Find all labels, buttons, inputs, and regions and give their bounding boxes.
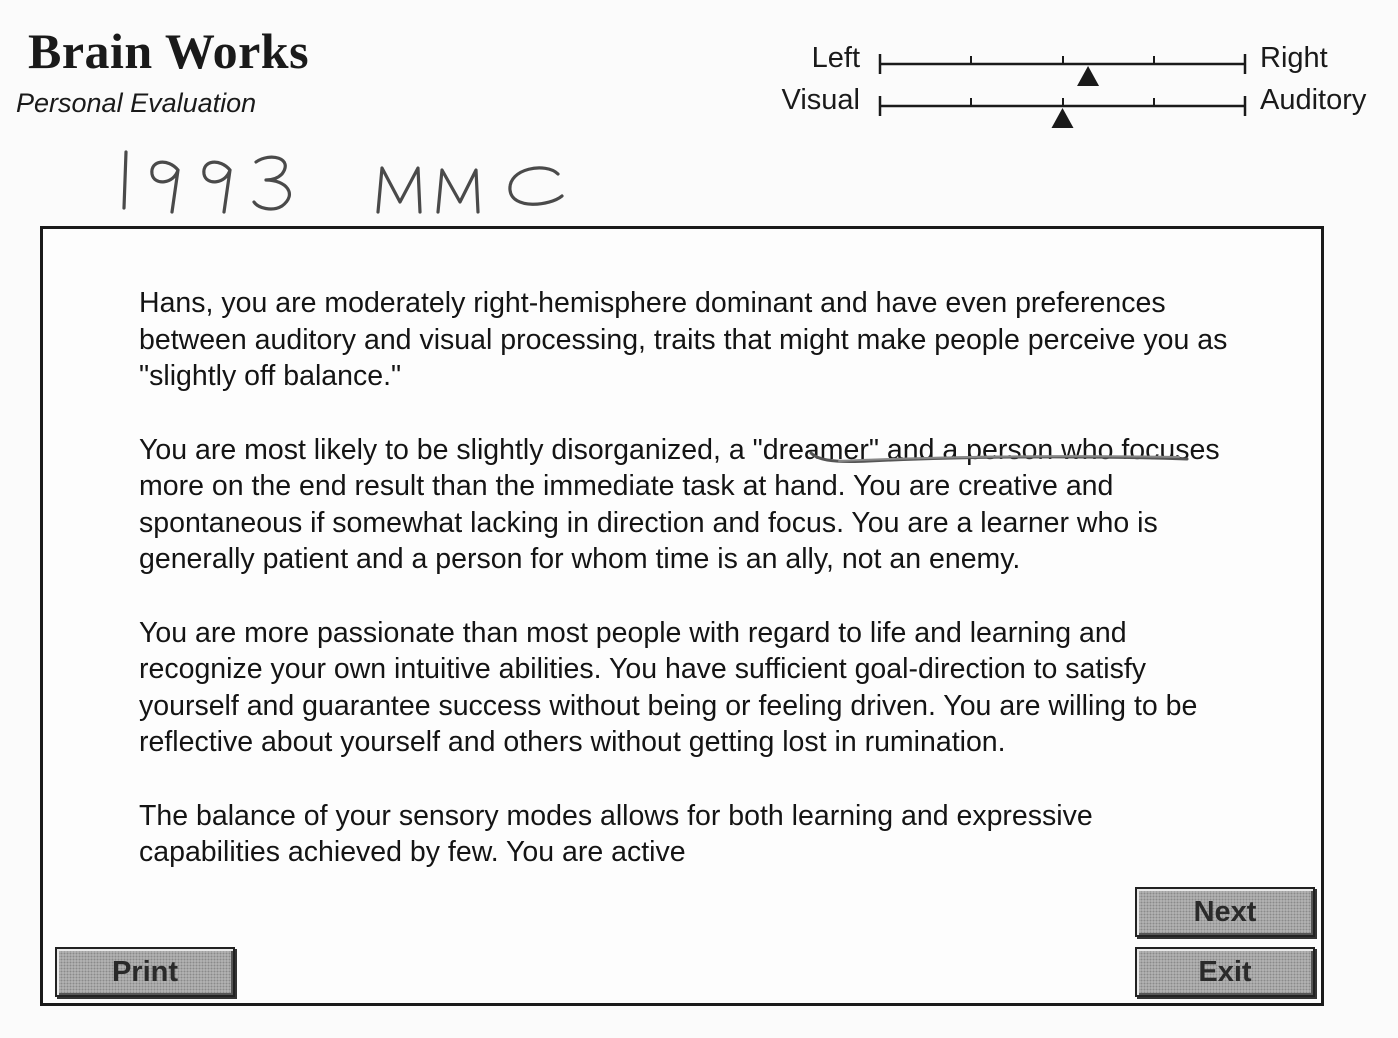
slider-marker [1077, 66, 1099, 86]
print-button[interactable]: Print [55, 947, 235, 997]
handwritten-note [110, 140, 580, 220]
report-paragraph: You are more passionate than most people with regard to life and learning and recognize your own intuitive abilities. You have sufficient goal-direction to satisfy yourself and guarantee success without being or feeling driven. You are willing to be reflective about yourself and others without getting lost in rumination. [139, 616, 1198, 758]
report-paragraph: Hans, you are moderately right-hemisphere dominant and have even preferences between auditory and visual processing, traits that might make people perceive you as "slightly off balance." [139, 287, 1228, 392]
evaluation-panel [40, 226, 1324, 1006]
slider-marker [1052, 108, 1074, 128]
report-paragraph: The balance of your sensory modes allows for both learning and expressive capabilities achieved by few. You are active [139, 799, 1093, 868]
next-button[interactable]: Next [1135, 887, 1315, 937]
slider-right-label: Auditory [1260, 84, 1367, 116]
slider-track [870, 84, 1250, 134]
slider-left-label: Left [811, 42, 860, 74]
slider-left-label: Visual [781, 84, 860, 116]
report-text[interactable] [139, 285, 1239, 935]
exit-button[interactable]: Exit [1135, 947, 1315, 997]
app-subtitle: Personal Evaluation [16, 88, 257, 118]
slider-right-label: Right [1260, 42, 1328, 74]
app-title: Brain Works [28, 23, 310, 79]
visual-auditory-slider [740, 84, 1398, 124]
left-right-slider [740, 42, 1398, 82]
report-paragraph: You are most likely to be slightly disorganized, a "dreamer" and a person who focuses more on the end result than the immediate task at hand. You are creative and spontaneous if somewhat lacking in direction and focus. You are a learner who is generally patient and a person for whom time is an ally, not an enemy. [139, 433, 1220, 575]
pen-underline [809, 445, 1189, 469]
